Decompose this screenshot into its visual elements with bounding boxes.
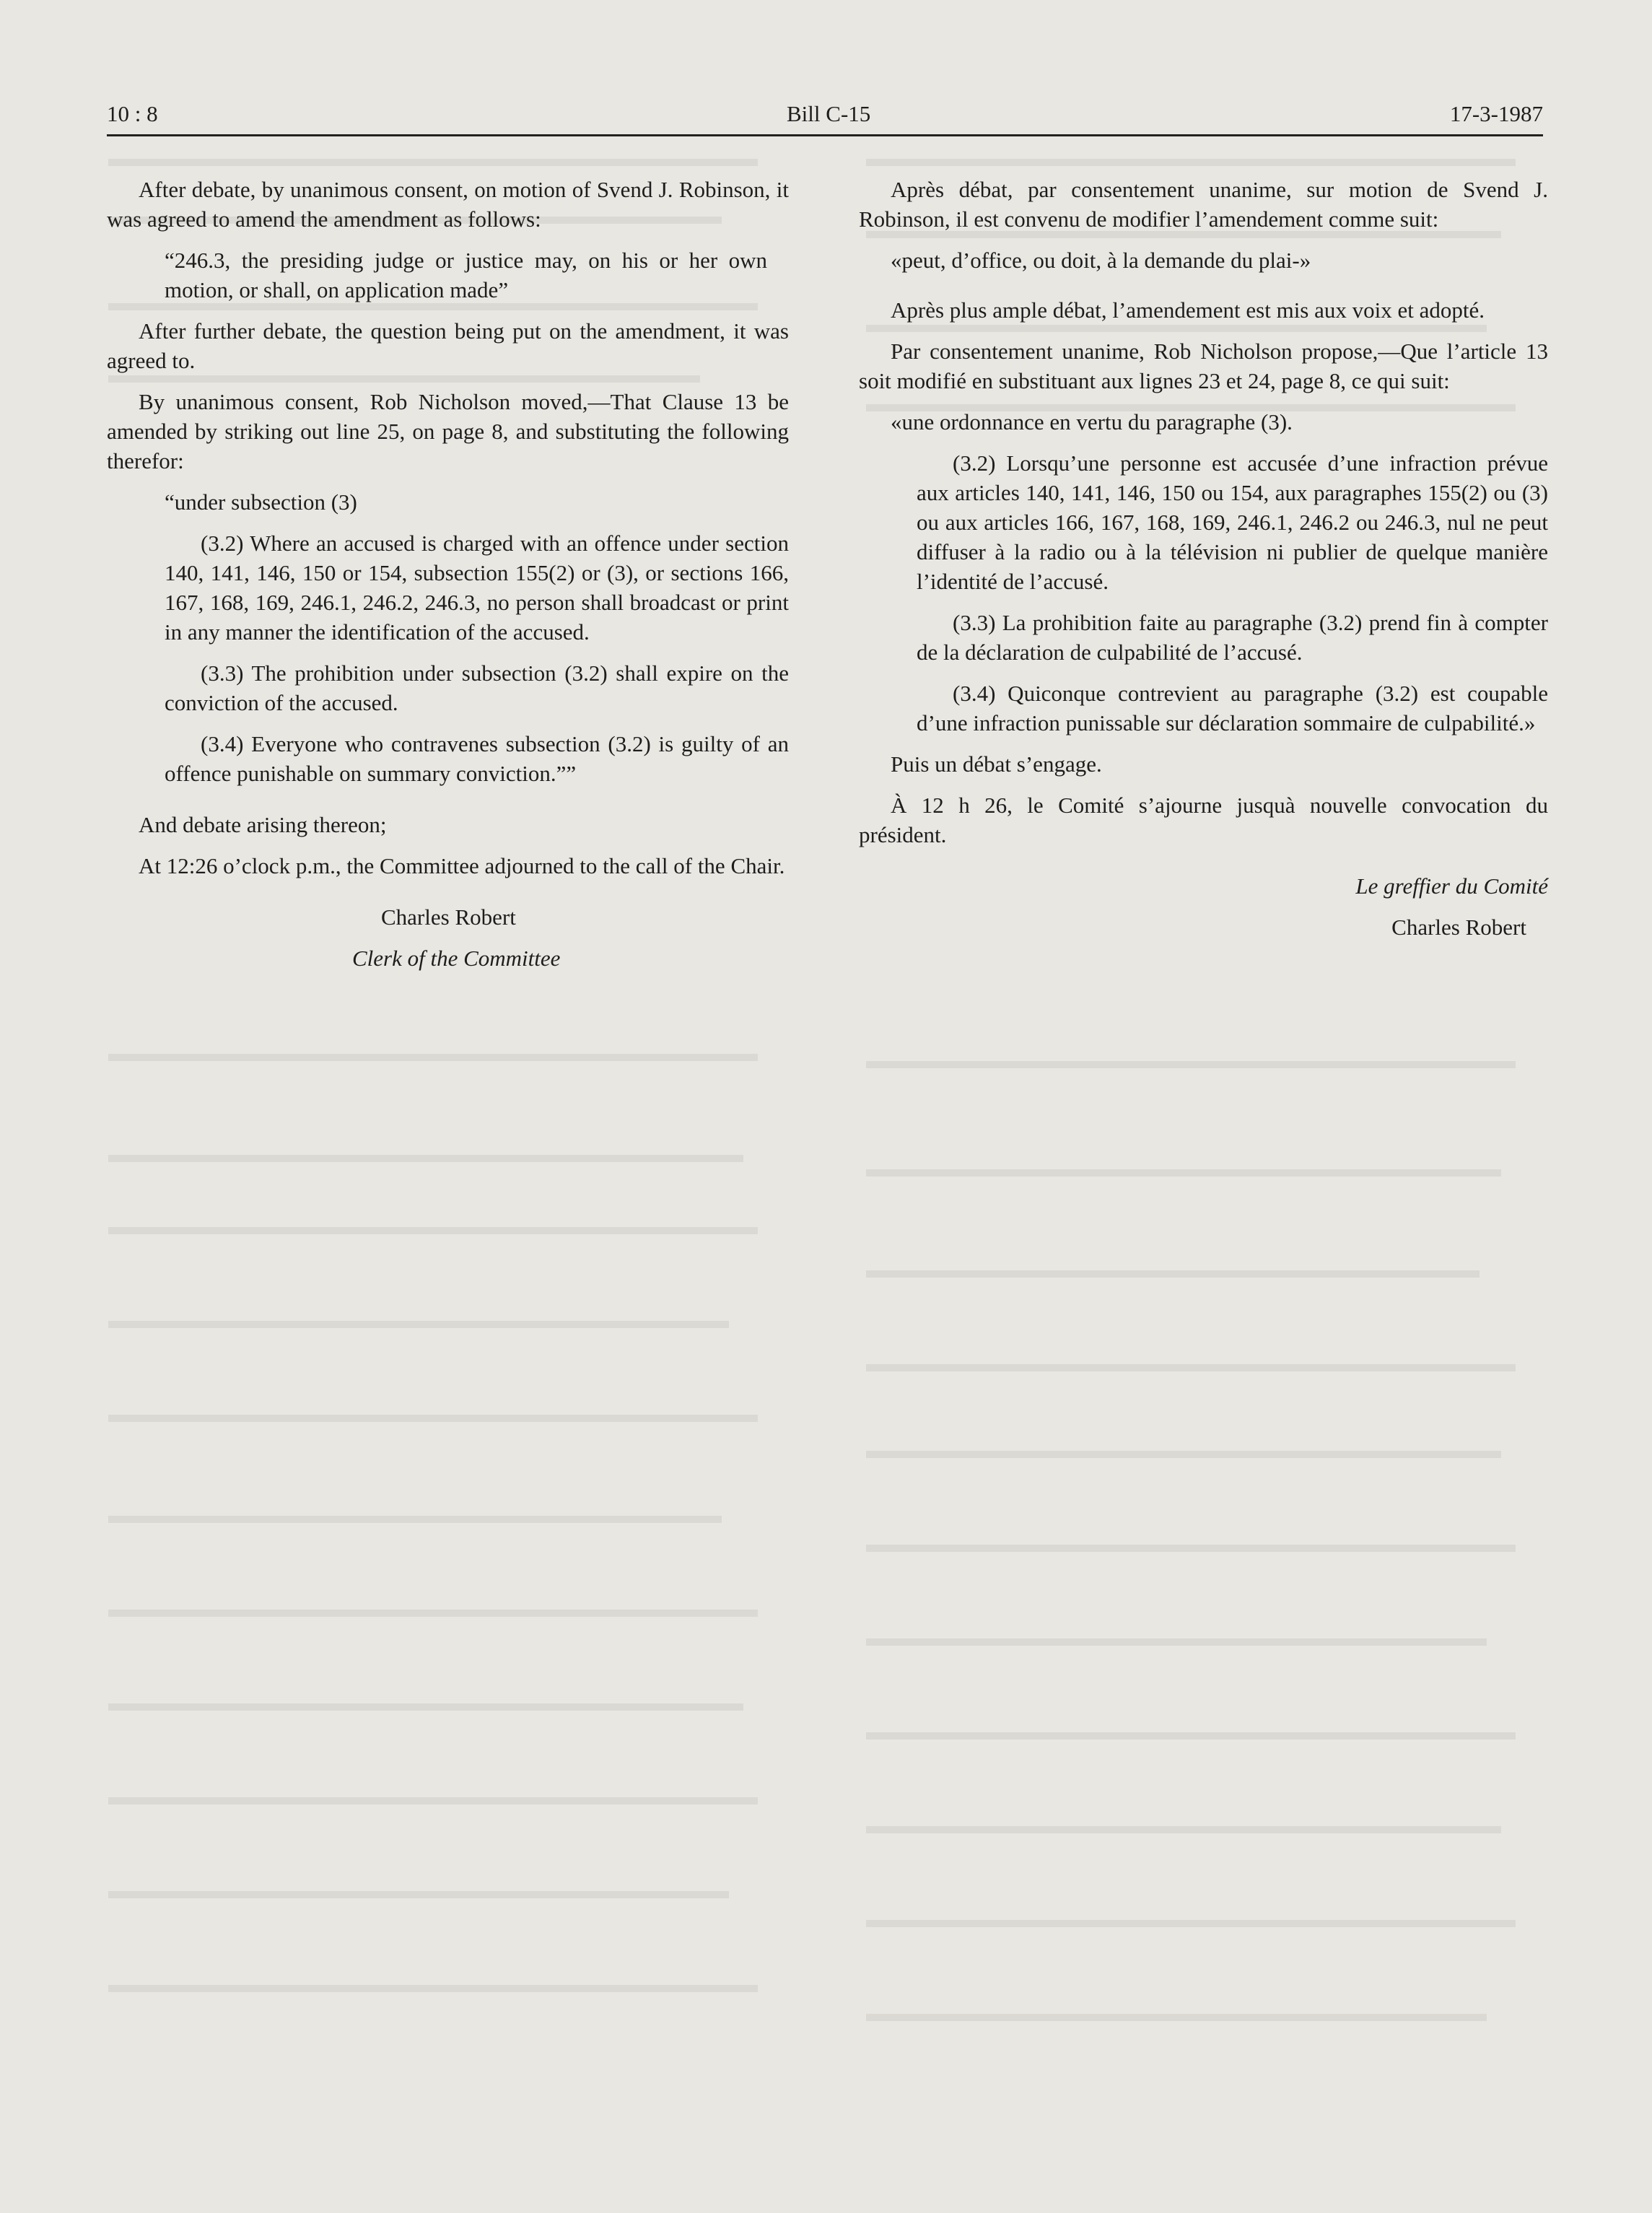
paragraph: By unanimous consent, Rob Nicholson moved,—That Clause 13 be amended by striking out line 25, on page 8, and substituting the following therefor:: [107, 389, 789, 473]
french-column: [859, 175, 1548, 953]
subsection-3-4: (3.4) Everyone who contravenes subsection (3.2) is guilty of an offence punishable on summary conviction.””: [165, 731, 789, 786]
quoted-amendment: «une ordonnance en vertu du paragraphe (3).: [891, 409, 1293, 435]
subsection-3-3: (3.3) The prohibition under subsection (3.2) shall expire on the conviction of the accused.: [165, 660, 789, 715]
quoted-amendment: “under subsection (3): [165, 489, 357, 515]
page-header: [107, 94, 1543, 136]
paragraph: At 12:26 o’clock p.m., the Committee adjourned to the call of the Chair.: [139, 853, 785, 878]
signature-title: Le greffier du Comité: [1355, 873, 1548, 899]
paragraph: Après débat, par consentement unanime, sur motion de Svend J. Robinson, il est convenu de modifier l’amendement comme suit:: [859, 177, 1548, 232]
paragraph: After further debate, the question being put on the amendment, it was agreed to.: [107, 318, 789, 373]
subsection-3-2: (3.2) Lorsqu’une personne est accusée d’une infraction prévue aux articles 140, 141, 146, 150 ou 154, aux paragraphes 155(2) ou (3) ou aux articles 166, 167, 168, 169, 246.1, 246.2 ou 246.3, nul ne peut diffuser à la radio ou à la télévision ni publier de quelque manière l’identité de l’accusé.: [917, 450, 1548, 594]
paragraph: After debate, by unanimous consent, on motion of Svend J. Robinson, it was agreed to amend the amendment as follows:: [107, 177, 789, 232]
signature-title: Clerk of the Committee: [352, 946, 561, 971]
signature-name: Charles Robert: [381, 904, 516, 930]
quoted-amendment: “246.3, the presiding judge or justice may, on his or her own motion, or shall, on application made”: [165, 248, 767, 302]
subsection-3-3: (3.3) La prohibition faite au paragraphe (3.2) prend fin à compter de la déclaration de culpabilité de l’accusé.: [917, 610, 1548, 665]
paragraph: Après plus ample débat, l’amendement est mis aux voix et adopté.: [891, 297, 1485, 323]
subsection-3-2: (3.2) Where an accused is charged with an offence under section 140, 141, 146, 150 or 154, subsection 155(2) or (3), or sections 166, 167, 168, 169, 246.1, 246.2, 246.3, no person shall broadcast or print in any manner the identification of the accused.: [165, 531, 789, 645]
paragraph: Puis un débat s’engage.: [891, 751, 1102, 777]
subsection-3-4: (3.4) Quiconque contrevient au paragraphe (3.2) est coupable d’une infraction punissable sur déclaration sommaire de culpabilité.»: [917, 681, 1548, 736]
paragraph: Par consentement unanime, Rob Nicholson propose,—Que l’article 13 soit modifié en substituant aux lignes 23 et 24, page 8, ce qui suit:: [859, 339, 1548, 393]
paragraph: And debate arising thereon;: [139, 812, 387, 837]
bill-title: Bill C-15: [787, 101, 871, 126]
signature-name: Charles Robert: [1391, 915, 1526, 940]
english-column: [107, 175, 789, 985]
page-number: 10 : 8: [107, 101, 158, 126]
header-date: 17-3-1987: [1449, 101, 1543, 126]
quoted-amendment: «peut, d’office, ou doit, à la demande du plai-»: [891, 248, 1311, 273]
paragraph: À 12 h 26, le Comité s’ajourne jusquà nouvelle convocation du président.: [859, 793, 1548, 847]
